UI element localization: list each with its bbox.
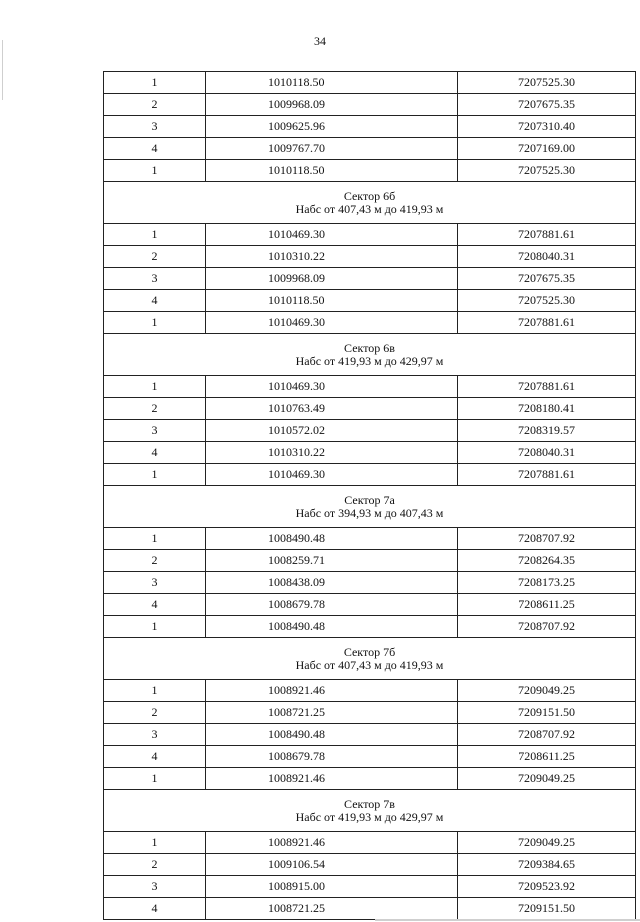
x-coordinate-cell: 1008438.09 bbox=[206, 572, 458, 594]
x-coordinate-cell: 1010469.30 bbox=[206, 464, 458, 486]
point-number-cell: 1 bbox=[104, 376, 206, 398]
x-coordinate-cell: 1008490.48 bbox=[206, 724, 458, 746]
x-coordinate-cell: 1008490.48 bbox=[206, 616, 458, 638]
x-coordinate-cell: 1008679.78 bbox=[206, 746, 458, 768]
scan-mark-bottom bbox=[375, 919, 640, 921]
x-coordinate-cell: 1010469.30 bbox=[206, 224, 458, 246]
table-row bbox=[104, 94, 636, 116]
sector-header-cell bbox=[104, 638, 636, 680]
y-coordinate-cell: 7207881.61 bbox=[458, 376, 636, 398]
point-number-cell: 1 bbox=[104, 160, 206, 182]
y-coordinate-cell: 7208319.57 bbox=[458, 420, 636, 442]
y-coordinate-cell: 7208611.25 bbox=[458, 746, 636, 768]
point-number-cell: 4 bbox=[104, 898, 206, 920]
sector-header-cell bbox=[104, 334, 636, 376]
y-coordinate-cell: 7208707.92 bbox=[458, 616, 636, 638]
table-row bbox=[104, 528, 636, 550]
sector-title: Сектор 6в bbox=[344, 340, 395, 355]
y-coordinate-cell: 7208180.41 bbox=[458, 398, 636, 420]
y-coordinate-cell: 7207310.40 bbox=[458, 116, 636, 138]
y-coordinate-cell: 7208040.31 bbox=[458, 442, 636, 464]
table-row bbox=[104, 376, 636, 398]
sector-header-row bbox=[104, 638, 636, 680]
x-coordinate-cell: 1010469.30 bbox=[206, 376, 458, 398]
sector-height-range: Набс от 419,93 м до 429,97 м bbox=[295, 353, 444, 368]
x-coordinate-cell: 1010310.22 bbox=[206, 442, 458, 464]
table-row bbox=[104, 572, 636, 594]
table-row bbox=[104, 898, 636, 920]
point-number-cell: 3 bbox=[104, 420, 206, 442]
point-number-cell: 1 bbox=[104, 464, 206, 486]
y-coordinate-cell: 7208264.35 bbox=[458, 550, 636, 572]
table-row bbox=[104, 312, 636, 334]
point-number-cell: 1 bbox=[104, 224, 206, 246]
sector-height-range: Набс от 419,93 м до 429,97 м bbox=[295, 809, 444, 824]
x-coordinate-cell: 1008921.46 bbox=[206, 680, 458, 702]
point-number-cell: 2 bbox=[104, 94, 206, 116]
point-number-cell: 4 bbox=[104, 594, 206, 616]
y-coordinate-cell: 7207169.00 bbox=[458, 138, 636, 160]
sector-header-cell bbox=[104, 790, 636, 832]
point-number-cell: 1 bbox=[104, 616, 206, 638]
y-coordinate-cell: 7209049.25 bbox=[458, 768, 636, 790]
table-row bbox=[104, 116, 636, 138]
y-coordinate-cell: 7207675.35 bbox=[458, 94, 636, 116]
x-coordinate-cell: 1009968.09 bbox=[206, 268, 458, 290]
table-row bbox=[104, 224, 636, 246]
y-coordinate-cell: 7209384.65 bbox=[458, 854, 636, 876]
sector-title: Сектор 7а bbox=[344, 492, 395, 507]
y-coordinate-cell: 7208040.31 bbox=[458, 246, 636, 268]
y-coordinate-cell: 7209049.25 bbox=[458, 832, 636, 854]
table-row bbox=[104, 876, 636, 898]
point-number-cell: 1 bbox=[104, 680, 206, 702]
y-coordinate-cell: 7207881.61 bbox=[458, 464, 636, 486]
y-coordinate-cell: 7207525.30 bbox=[458, 72, 636, 94]
x-coordinate-cell: 1010572.02 bbox=[206, 420, 458, 442]
x-coordinate-cell: 1009625.96 bbox=[206, 116, 458, 138]
sector-header-cell bbox=[104, 486, 636, 528]
x-coordinate-cell: 1008721.25 bbox=[206, 898, 458, 920]
point-number-cell: 2 bbox=[104, 702, 206, 724]
sector-header-row bbox=[104, 790, 636, 832]
point-number-cell: 3 bbox=[104, 116, 206, 138]
x-coordinate-cell: 1010118.50 bbox=[206, 290, 458, 312]
x-coordinate-cell: 1009106.54 bbox=[206, 854, 458, 876]
table-row bbox=[104, 72, 636, 94]
y-coordinate-cell: 7208173.25 bbox=[458, 572, 636, 594]
table-row bbox=[104, 724, 636, 746]
table-row bbox=[104, 854, 636, 876]
table-row bbox=[104, 246, 636, 268]
point-number-cell: 4 bbox=[104, 442, 206, 464]
coordinates-table bbox=[103, 71, 636, 920]
sector-height-range: Набс от 394,93 м до 407,43 м bbox=[295, 505, 444, 520]
sector-header-row bbox=[104, 486, 636, 528]
point-number-cell: 4 bbox=[104, 290, 206, 312]
table-row bbox=[104, 398, 636, 420]
y-coordinate-cell: 7208611.25 bbox=[458, 594, 636, 616]
sector-title: Сектор 7в bbox=[344, 796, 395, 811]
table-row bbox=[104, 594, 636, 616]
point-number-cell: 2 bbox=[104, 398, 206, 420]
x-coordinate-cell: 1010763.49 bbox=[206, 398, 458, 420]
sector-header-cell bbox=[104, 182, 636, 224]
table-row bbox=[104, 616, 636, 638]
point-number-cell: 2 bbox=[104, 550, 206, 572]
sector-title: Сектор 6б bbox=[343, 188, 396, 203]
point-number-cell: 1 bbox=[104, 72, 206, 94]
table-row bbox=[104, 290, 636, 312]
x-coordinate-cell: 1010118.50 bbox=[206, 72, 458, 94]
table-row bbox=[104, 160, 636, 182]
x-coordinate-cell: 1008679.78 bbox=[206, 594, 458, 616]
sector-title: Сектор 7б bbox=[343, 644, 396, 659]
point-number-cell: 3 bbox=[104, 268, 206, 290]
table-row bbox=[104, 702, 636, 724]
table-row bbox=[104, 268, 636, 290]
table-row bbox=[104, 746, 636, 768]
y-coordinate-cell: 7209151.50 bbox=[458, 702, 636, 724]
scan-mark-left bbox=[2, 40, 3, 100]
x-coordinate-cell: 1008915.00 bbox=[206, 876, 458, 898]
point-number-cell: 3 bbox=[104, 724, 206, 746]
coordinates-table-body bbox=[104, 72, 636, 920]
x-coordinate-cell: 1008921.46 bbox=[206, 768, 458, 790]
x-coordinate-cell: 1008921.46 bbox=[206, 832, 458, 854]
table-row bbox=[104, 768, 636, 790]
x-coordinate-cell: 1009968.09 bbox=[206, 94, 458, 116]
page-number: 34 bbox=[314, 34, 326, 48]
table-row bbox=[104, 442, 636, 464]
y-coordinate-cell: 7207525.30 bbox=[458, 290, 636, 312]
y-coordinate-cell: 7207675.35 bbox=[458, 268, 636, 290]
y-coordinate-cell: 7208707.92 bbox=[458, 528, 636, 550]
y-coordinate-cell: 7207881.61 bbox=[458, 224, 636, 246]
point-number-cell: 2 bbox=[104, 854, 206, 876]
point-number-cell: 1 bbox=[104, 312, 206, 334]
x-coordinate-cell: 1008721.25 bbox=[206, 702, 458, 724]
table-row bbox=[104, 832, 636, 854]
sector-height-range: Набс от 407,43 м до 419,93 м bbox=[295, 657, 444, 672]
point-number-cell: 1 bbox=[104, 768, 206, 790]
point-number-cell: 1 bbox=[104, 528, 206, 550]
y-coordinate-cell: 7209151.50 bbox=[458, 898, 636, 920]
x-coordinate-cell: 1009767.70 bbox=[206, 138, 458, 160]
point-number-cell: 2 bbox=[104, 246, 206, 268]
x-coordinate-cell: 1010310.22 bbox=[206, 246, 458, 268]
x-coordinate-cell: 1008259.71 bbox=[206, 550, 458, 572]
x-coordinate-cell: 1008490.48 bbox=[206, 528, 458, 550]
point-number-cell: 4 bbox=[104, 138, 206, 160]
y-coordinate-cell: 7208707.92 bbox=[458, 724, 636, 746]
point-number-cell: 3 bbox=[104, 572, 206, 594]
point-number-cell: 1 bbox=[104, 832, 206, 854]
table-row bbox=[104, 550, 636, 572]
sector-height-range: Набс от 407,43 м до 419,93 м bbox=[295, 201, 444, 216]
point-number-cell: 4 bbox=[104, 746, 206, 768]
sector-header-row bbox=[104, 182, 636, 224]
y-coordinate-cell: 7209523.92 bbox=[458, 876, 636, 898]
sector-header-row bbox=[104, 334, 636, 376]
table-row bbox=[104, 138, 636, 160]
table-row bbox=[104, 680, 636, 702]
x-coordinate-cell: 1010469.30 bbox=[206, 312, 458, 334]
point-number-cell: 3 bbox=[104, 876, 206, 898]
table-row bbox=[104, 464, 636, 486]
table-row bbox=[104, 420, 636, 442]
y-coordinate-cell: 7207525.30 bbox=[458, 160, 636, 182]
y-coordinate-cell: 7209049.25 bbox=[458, 680, 636, 702]
x-coordinate-cell: 1010118.50 bbox=[206, 160, 458, 182]
y-coordinate-cell: 7207881.61 bbox=[458, 312, 636, 334]
